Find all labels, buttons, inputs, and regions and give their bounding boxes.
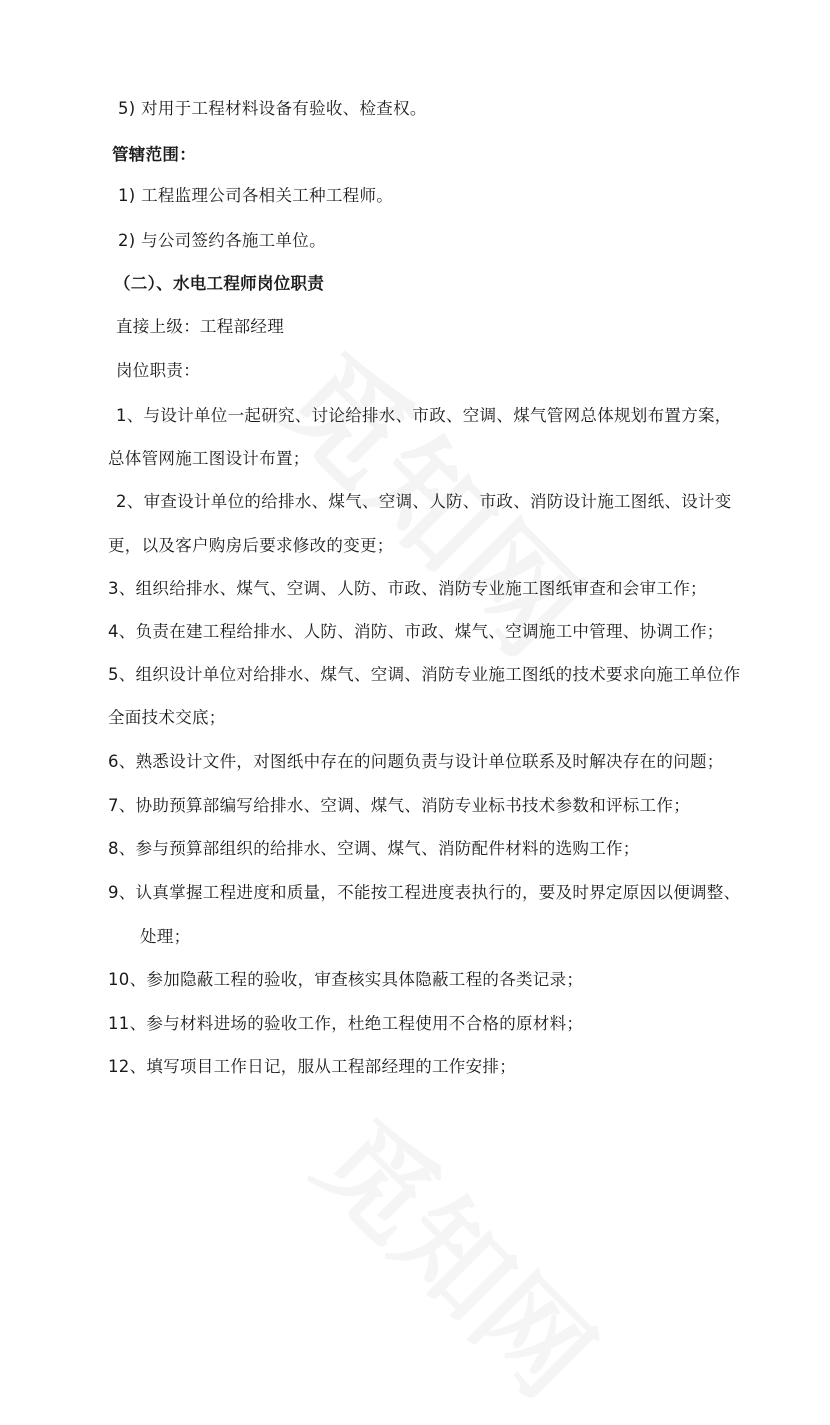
text-line: 岗位职责： [116, 361, 200, 380]
list-item: 10、参加隐蔽工程的验收，审查核实具体隐蔽工程的各类记录； [108, 970, 584, 989]
list-item-continuation: 全面技术交底； [108, 708, 226, 727]
section-heading: （二）、水电工程师岗位职责 [114, 274, 325, 293]
list-item: 5、组织设计单位对给排水、煤气、空调、消防专业施工图纸的技术要求向施工单位作 [108, 665, 741, 684]
list-item: 7、协助预算部编写给排水、空调、煤气、消防专业标书技术参数和评标工作； [108, 796, 690, 815]
text-line: 1) 工程监理公司各相关工种工程师。 [118, 186, 394, 205]
list-item: 12、填写项目工作日记，服从工程部经理的工作安排； [108, 1057, 516, 1076]
list-item-continuation: 总体管网施工图设计布置； [108, 449, 310, 468]
text-line: 2) 与公司签约各施工单位。 [118, 231, 326, 250]
list-item: 8、参与预算部组织的给排水、空调、煤气、消防配件材料的选购工作； [108, 839, 640, 858]
list-item: 6、熟悉设计文件，对图纸中存在的问题负责与设计单位联系及时解决存在的问题； [108, 752, 724, 771]
list-item: 11、参与材料进场的验收工作，杜绝工程使用不合格的原材料； [108, 1014, 584, 1033]
list-item: 2、审查设计单位的给排水、煤气、空调、人防、市政、消防设计施工图纸、设计变 [116, 492, 732, 511]
section-heading: 管辖范围： [112, 145, 196, 164]
text-line: 直接上级：工程部经理 [116, 317, 284, 336]
list-item: 1、与设计单位一起研究、讨论给排水、市政、空调、煤气管网总体规划布置方案， [116, 406, 732, 425]
text-line: 5) 对用于工程材料设备有验收、检查权。 [118, 99, 427, 118]
list-item-continuation: 处理； [140, 927, 191, 946]
list-item: 3、组织给排水、煤气、空调、人防、市政、消防专业施工图纸审查和会审工作； [108, 579, 707, 598]
list-item: 9、认真掌握工程进度和质量，不能按工程进度表执行的，要及时界定原因以便调整、 [108, 883, 741, 902]
watermark [288, 1080, 633, 1425]
list-item: 4、负责在建工程给排水、人防、消防、市政、煤气、空调施工中管理、协调工作； [108, 622, 724, 641]
list-item-continuation: 更，以及客户购房后要求修改的变更； [108, 536, 394, 555]
